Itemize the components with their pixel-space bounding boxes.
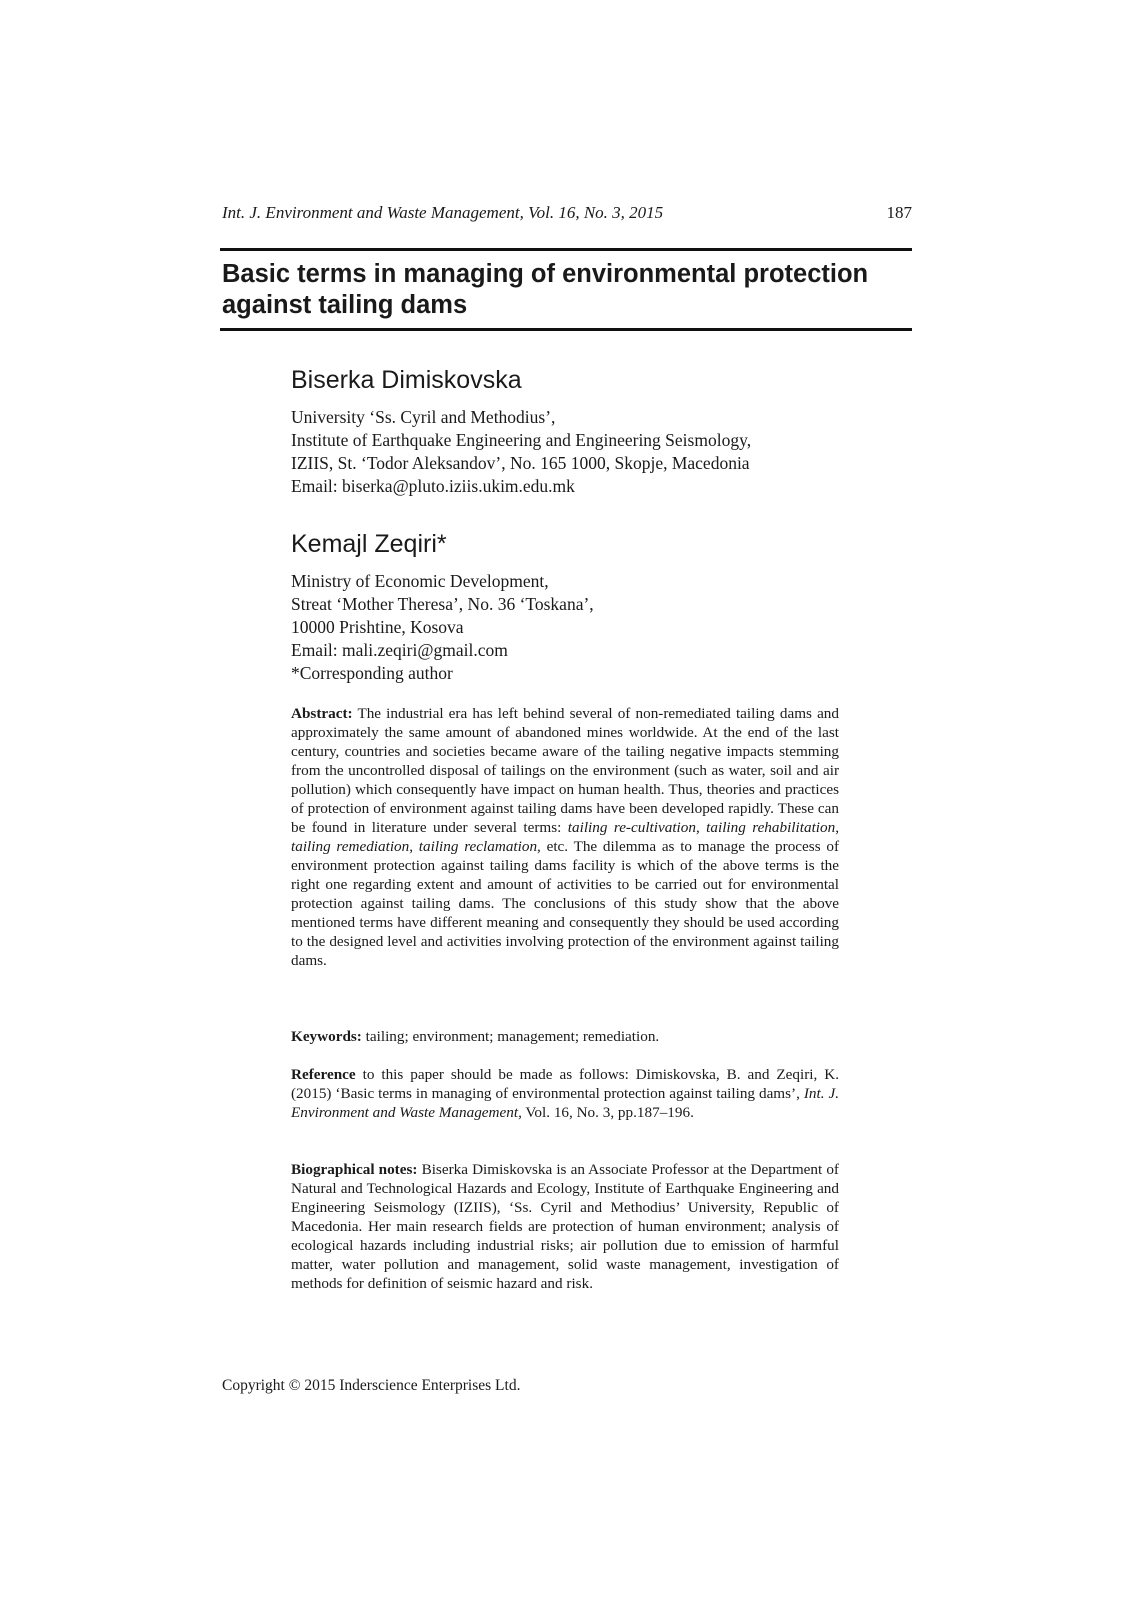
reference-journal: Int. J. Environment and Waste Management [291, 1085, 839, 1121]
title-line-2: against tailing dams [222, 291, 468, 319]
bio-label: Biographical notes: [291, 1161, 418, 1178]
copyright: Copyright © 2015 Inderscience Enterprises Ltd. [222, 1377, 521, 1394]
reference-label: Reference [291, 1066, 356, 1083]
affiliation-line: IZIIS, St. ‘Todor Aleksandov’, No. 165 1000, Skopje, Macedonia [291, 453, 750, 473]
author-2 [291, 528, 851, 685]
separator: , [695, 819, 707, 836]
author-email: Email: biserka@pluto.iziis.ukim.edu.mk [291, 476, 575, 496]
author-name: Kemajl Zeqiri* [291, 530, 447, 558]
author-email: Email: mali.zeqiri@gmail.com [291, 640, 508, 660]
author-1 [291, 364, 851, 498]
keywords-text: tailing; environment; management; remediation. [361, 1028, 660, 1045]
affiliation-line: Ministry of Economic Development, [291, 571, 549, 591]
paper-title [222, 259, 912, 321]
term: tailing rehabilitation [706, 819, 836, 836]
biographical-notes [291, 1160, 839, 1293]
page-number: 187 [886, 203, 912, 222]
journal-citation: Int. J. Environment and Waste Management, Vol. 16, No. 3, 2015 [222, 203, 664, 222]
corresponding-author-note: *Corresponding author [291, 663, 453, 683]
bio-text: Biserka Dimiskovska is an Associate Professor at the Department of Natural and Technological Hazards and Ecology, Institute of Earthquake Engineering and Engineering Seismology (IZIIS), ‘Ss. Cyril and Methodius’ University, Republic of Macedonia. Her main research fields are protection of human environment; analysis of ecological hazards including industrial risks; air pollution due to emission of harmful matter, water pollution and management, solid waste management, investigation of methods for definition of seismic hazard and risk. [291, 1161, 839, 1292]
abstract-label: Abstract: [291, 705, 353, 722]
term: tailing re-cultivation [567, 819, 696, 836]
affiliation-line: University ‘Ss. Cyril and Methodius’, [291, 407, 556, 427]
keywords [291, 1027, 839, 1046]
title-line-1: Basic terms in managing of environmental protection [222, 260, 869, 288]
author-affiliation [291, 406, 851, 498]
abstract-text: , etc. The dilemma as to manage the process of environment protection against tailing dams facility is which of the above terms is the right one regarding extent and amount of activities to be carried out for environmental protection against tailing dams. The conclusions of this study show that the above mentioned terms have different meaning and consequently they should be used according to the designed level and activities involving protection of the environment against tailing dams. [291, 838, 840, 969]
affiliation-line: Streat ‘Mother Theresa’, No. 36 ‘Toskana’, [291, 594, 594, 614]
author-name: Biserka Dimiskovska [291, 366, 522, 394]
reference-text: , Vol. 16, No. 3, pp.187–196. [518, 1104, 694, 1121]
separator: , [409, 838, 419, 855]
abstract [291, 704, 839, 970]
reference [291, 1065, 839, 1122]
affiliation-line: 10000 Prishtine, Kosova [291, 617, 464, 637]
author-affiliation [291, 570, 851, 685]
separator: , [835, 819, 839, 836]
keywords-label: Keywords: [291, 1028, 362, 1045]
title-bottom-rule [220, 328, 912, 331]
term: tailing remediation [291, 838, 410, 855]
reference-text: to this paper should be made as follows: Dimiskovska, B. and Zeqiri, K. (2015) ‘Basic terms in managing of environmental protection against tailing dams’, [291, 1066, 839, 1102]
term: tailing reclamation [418, 838, 538, 855]
running-header [222, 203, 912, 227]
title-top-rule [220, 248, 912, 251]
affiliation-line: Institute of Earthquake Engineering and Engineering Seismology, [291, 430, 752, 450]
abstract-text: The industrial era has left behind several of non-remediated tailing dams and approximately the same amount of abandoned mines worldwide. At the end of the last century, countries and societies became aware of the tailing negative impacts stemming from the uncontrolled disposal of tailings on the environment (such as water, soil and air pollution) which consequently have impact on human health. Thus, theories and practices of protection of environment against tailing dams have been developed rapidly. These can be found in literature under several terms: [291, 705, 839, 836]
